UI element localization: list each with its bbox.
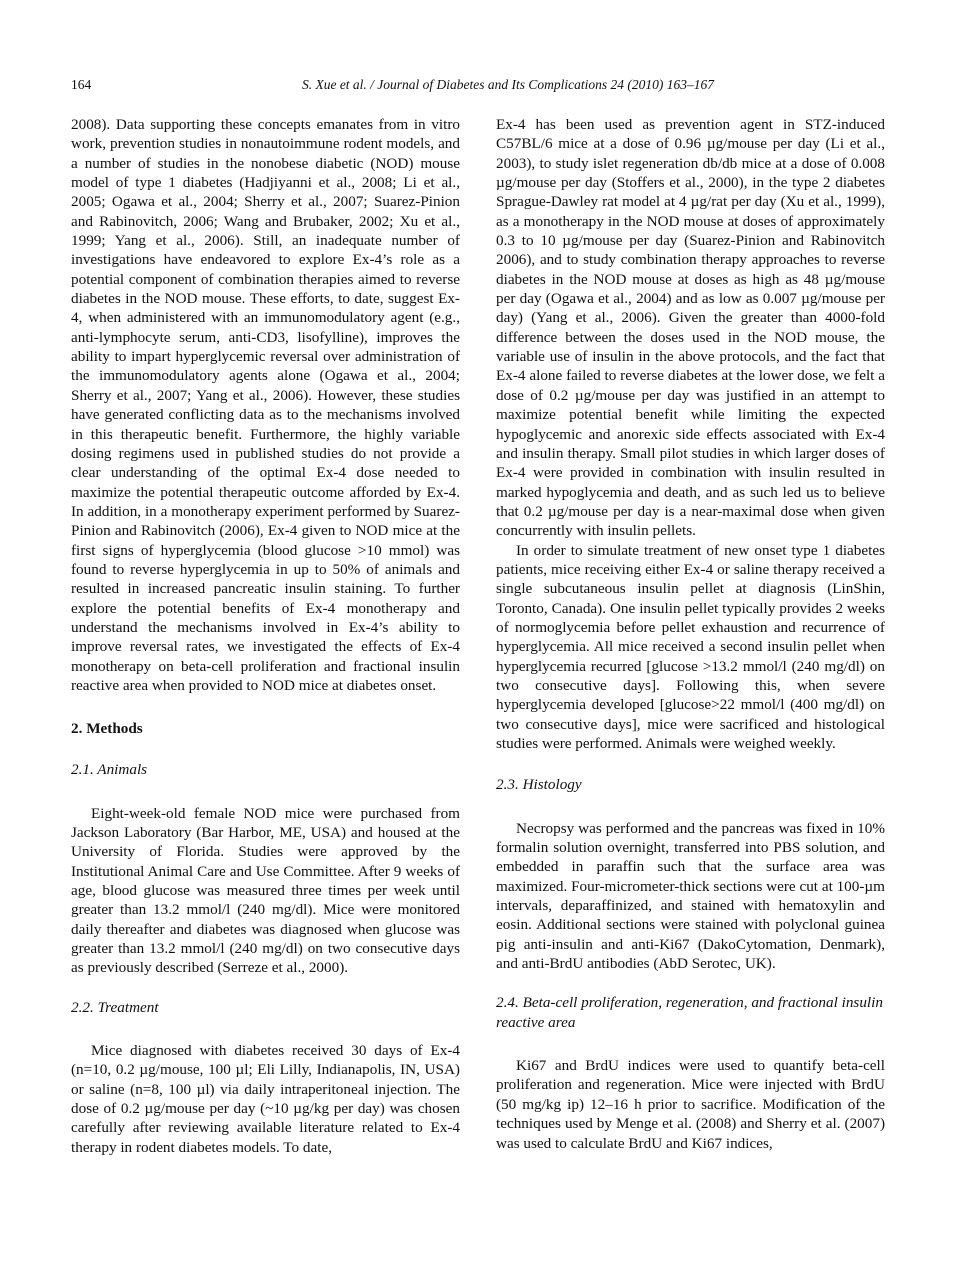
page-number: 164 xyxy=(71,77,92,92)
dose-rationale-paragraph: Ex-4 has been used as prevention agent in STZ-induced C57BL/6 mice at a dose of 0.96 µg/mouse per day (Li et al., 2003), to study islet regeneration db/db mice at a dose of 0.008 µg/mouse per day (Stoffers et al., 2000), in the type 2 diabetes Sprague-Dawley rat model at 4 µg/rat per day (Xu et al., 1999), as a monotherapy in the NOD mouse at doses of approximately 0.3 to 10 µg/mouse per day (Suarez-Pinion and Rabinovitch 2006), and to study combination therapy approaches to reverse diabetes in the NOD mouse at doses as high as 48 µg/mouse per day (Ogawa et al., 2004) and as low as 0.007 µg/mouse per day) (Yang et al., 2006). Given the greater than 4000-fold difference between the doses used in the NOD mouse, the variable use of insulin in the above protocols, and the fact that Ex-4 alone failed to reverse diabetes at the lower dose, we felt a dose of 0.2 µg/mouse per day was justified in an attempt to maximize potential benefit while limiting the expected hypoglycemic and anorexic side effects associated with Ex-4 and insulin therapy. Small pilot studies in which larger doses of Ex-4 were provided in combination with insulin resulted in marked hypoglycemia and death, and as such led us to believe that 0.2 µg/mouse per day is a near-maximal dose when given concurrently with insulin pellets. xyxy=(496,116,885,540)
treatment-paragraph: Mice diagnosed with diabetes received 30 days of Ex-4 (n=10, 0.2 µg/mouse, 100 µl; Eli Lilly, Indianapolis, IN, USA) or saline (n=8, 100 µl) via daily intraperitoneal injection. The dose of 0.2 µg/mouse per day (~10 µg/kg per day) was chosen carefully after reviewing available literature related to Ex-4 therapy in rodent diabetes models. To date, xyxy=(71,1042,460,1156)
subsection-heading-proliferation: 2.4. Beta-cell proliferation, regeneration, and fractional insulin reactive area xyxy=(496,994,883,1031)
left-column xyxy=(71,115,460,1157)
journal-citation: S. Xue et al. / Journal of Diabetes and Its Complications 24 (2010) 163–167 xyxy=(301,77,715,92)
subsection-heading-animals: 2.1. Animals xyxy=(71,761,148,779)
subsection-heading-treatment: 2.2. Treatment xyxy=(71,998,159,1016)
subsection-heading-histology: 2.3. Histology xyxy=(496,776,582,794)
section-heading-methods: 2. Methods xyxy=(71,720,143,738)
proliferation-paragraph: Ki67 and BrdU indices were used to quantify beta-cell proliferation and regeneration. Mice were injected with BrdU (50 mg/kg ip) 12–16 h prior to sacrifice. Modification of the techniques used by Menge et al. (2008) and Sherry et al. (2007) was used to calculate BrdU and Ki67 indices, xyxy=(496,1057,885,1152)
histology-paragraph: Necropsy was performed and the pancreas was fixed in 10% formalin solution overnight, transferred into PBS solution, and embedded in paraffin such that the surface area was maximized. Four-micrometer-thick sections were cut at 100-µm intervals, deparaffinized, and stained with hematoxylin and eosin. Additional sections were stained with polyclonal guinea pig anti-insulin and anti-Ki67 (DakoCytomation, Denmark), and anti-BrdU antibodies (AbD Serotec, UK). xyxy=(496,819,885,973)
insulin-pellet-paragraph: In order to simulate treatment of new onset type 1 diabetes patients, mice receiving either Ex-4 or saline therapy received a single subcutaneous insulin pellet at diagnosis (LinShin, Toronto, Canada). One insulin pellet typically provides 2 weeks of normoglycemia before pellet exhaustion and recurrence of hyperglycemia. All mice received a second insulin pellet when hyperglycemia recurred [glucose >13.2 mmol/l (240 mg/dl) on two consecutive days]. Following this, when severe hyperglycemia developed [glucose>22 mmol/l (400 mg/dl) on two consecutive days], mice were sacrificed and histological studies were performed. Animals were weighed weekly. xyxy=(496,541,885,752)
intro-paragraph-continued: 2008). Data supporting these concepts emanates from in vitro work, prevention studies in nonautoimmune rodent models, and a number of studies in the nonobese diabetic (NOD) mouse model of type 1 diabetes (Hadjiyanni et al., 2008; Li et al., 2005; Ogawa et al., 2004; Sherry et al., 2007; Suarez-Pinion and Rabinovitch, 2006; Wang and Brubaker, 2002; Xu et al., 1999; Yang et al., 2006). Still, an inadequate number of investigations have endeavored to explore Ex-4’s role as a potential component of combination therapies aimed to reverse diabetes in the NOD mouse. These efforts, to date, suggest Ex-4, when administered with an immunomodulatory agent (e.g., anti-lymphocyte serum, anti-CD3, lisofylline), improves the ability to impart hyperglycemic reversal over administration of the immunomodulatory agents alone (Ogawa et al., 2004; Sherry et al., 2007; Yang et al., 2006). However, these studies have generated conflicting data as to the mechanisms involved in this therapeutic benefit. Furthermore, the highly variable dosing regimens used in published studies do not provide a clear understanding of the optimal Ex-4 dose needed to maximize the potential therapeutic outcome afforded by Ex-4. In addition, in a monotherapy experiment performed by Suarez-Pinion and Rabinovitch (2006), Ex-4 given to NOD mice at the first signs of hyperglycemia (blood glucose >10 mmol) was found to reverse hyperglycemia in up to 50% of animals and resulted in increased pancreatic insulin staining. To further explore the potential benefits of Ex-4 monotherapy and understand the mechanisms involved in Ex-4’s ability to improve reversal rates, we investigated the effects of Ex-4 monotherapy on beta-cell proliferation and fractional insulin reactive area when provided to NOD mice at diabetes onset. xyxy=(71,116,460,694)
animals-paragraph: Eight-week-old female NOD mice were purchased from Jackson Laboratory (Bar Harbor, ME, USA) and housed at the University of Florida. Studies were approved by the Institutional Animal Care and Use Committee. After 9 weeks of age, blood glucose was measured three times per week until greater than 13.2 mmol/l (240 mg/dl). Mice were monitored daily thereafter and diabetes was diagnosed when glucose was greater than 13.2 mmol/l (240 mg/dl) on two consecutive days as previously described (Serreze et al., 2000). xyxy=(71,804,460,977)
right-column xyxy=(496,115,885,1153)
